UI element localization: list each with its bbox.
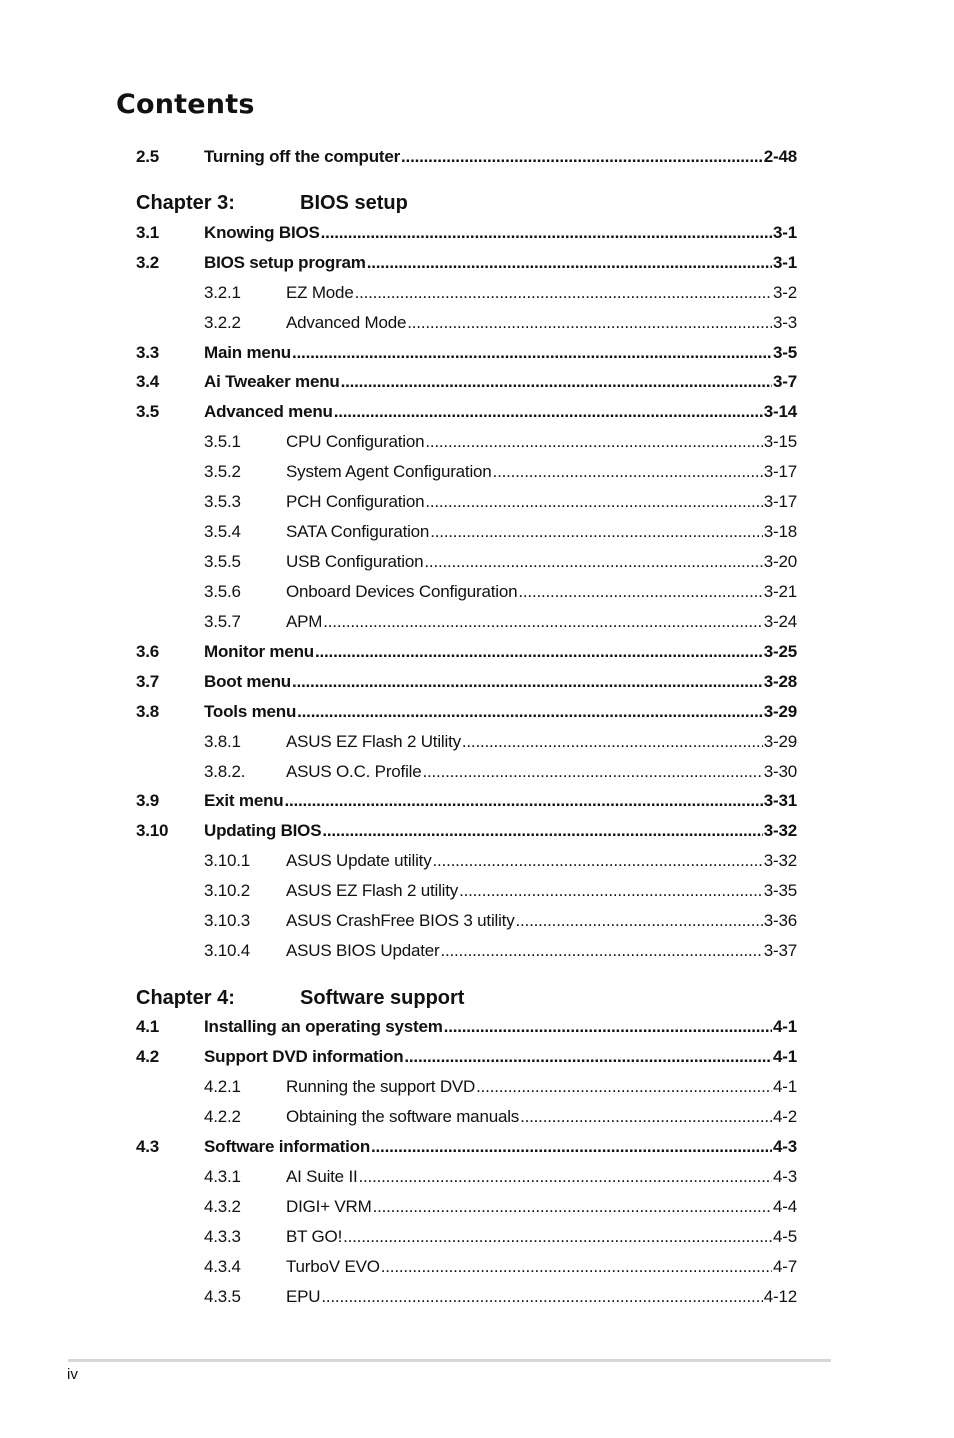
- toc-entry-title: CPU Configuration: [286, 432, 425, 451]
- dot-leader: [516, 909, 763, 933]
- toc-subsection-entry[interactable]: [136, 1165, 797, 1189]
- chapter-title: Software support: [300, 987, 465, 1009]
- toc-entry-title: Boot menu: [204, 672, 291, 691]
- toc-entry-title: Running the support DVD: [286, 1077, 476, 1096]
- toc-entry-number: 3.5.1: [204, 432, 241, 451]
- toc-entry-number: 3.10.1: [204, 851, 251, 870]
- toc-entry-number: 3.8.1: [204, 732, 241, 751]
- toc-entry-title: TurboV EVO: [286, 1257, 380, 1276]
- toc-entry-leader: [286, 1285, 797, 1309]
- toc-entry-leader: [286, 760, 797, 784]
- dot-leader: [518, 580, 762, 604]
- toc-subsection-entry[interactable]: [136, 580, 797, 604]
- toc-subsection-entry[interactable]: [136, 909, 797, 933]
- toc-subsection-entry[interactable]: [136, 939, 797, 963]
- toc-section-entry[interactable]: [136, 1135, 797, 1159]
- toc-subsection-entry[interactable]: [136, 849, 797, 873]
- toc-entry-title: ASUS BIOS Updater: [286, 941, 440, 960]
- toc-entry-leader: [286, 879, 797, 903]
- toc-entry-number: 4.2.2: [204, 1107, 241, 1126]
- toc-entry-page: 4-3: [773, 1167, 797, 1186]
- dot-leader: [292, 341, 772, 365]
- toc-subsection-entry[interactable]: [136, 1105, 797, 1129]
- toc-entry-title: Turning off the computer: [204, 147, 401, 166]
- toc-entry-title: Monitor menu: [204, 642, 314, 661]
- toc-entry-page: 4-4: [773, 1197, 797, 1216]
- toc-entry-page: 3-35: [763, 881, 797, 900]
- toc-entry-number: 3.7: [136, 672, 160, 691]
- dot-leader: [444, 1015, 772, 1039]
- toc-entry-page: 3-37: [763, 941, 797, 960]
- toc-entry-page: 3-2: [773, 283, 797, 302]
- toc-entry-leader: [204, 640, 797, 664]
- toc-subsection-entry[interactable]: [136, 460, 797, 484]
- toc-entry-title: Installing an operating system: [204, 1017, 443, 1036]
- dot-leader: [284, 789, 762, 813]
- toc-entry-number: 3.5.2: [204, 462, 241, 481]
- toc-entry-page: 2-48: [763, 147, 797, 166]
- toc-entry-leader: [286, 1255, 797, 1279]
- toc-entry-page: 3-28: [763, 672, 797, 691]
- dot-leader: [430, 520, 763, 544]
- toc-entry-title: AI Suite II: [286, 1167, 358, 1186]
- toc-entry-page: 3-30: [763, 762, 797, 781]
- toc-entry-number: 3.3: [136, 343, 160, 362]
- toc-entry-page: 3-32: [763, 821, 797, 840]
- toc-entry-number: 3.1: [136, 223, 160, 242]
- toc-subsection-entry[interactable]: [136, 760, 797, 784]
- dot-leader: [367, 251, 772, 275]
- dot-leader: [321, 221, 772, 245]
- dot-leader: [381, 1255, 772, 1279]
- footer-rule: [68, 1359, 831, 1362]
- dot-leader: [297, 700, 763, 724]
- dot-leader: [425, 490, 762, 514]
- toc-section-entry[interactable]: [136, 341, 797, 365]
- dot-leader: [341, 370, 772, 394]
- toc-entry-title: Main menu: [204, 343, 291, 362]
- dot-leader: [322, 819, 762, 843]
- toc-entry-title: Updating BIOS: [204, 821, 322, 840]
- toc-entry-title: EZ Mode: [286, 283, 354, 302]
- toc-subsection-entry[interactable]: [136, 1075, 797, 1099]
- dot-leader: [425, 430, 762, 454]
- toc-subsection-entry[interactable]: [136, 311, 797, 335]
- toc-subsection-entry[interactable]: [136, 430, 797, 454]
- toc-entry-leader: [286, 610, 797, 634]
- toc-entry-page: 3-5: [773, 343, 797, 362]
- toc-entry-leader: [286, 849, 797, 873]
- toc-entry-page: 3-14: [763, 402, 797, 421]
- toc-entry-title: ASUS CrashFree BIOS 3 utility: [286, 911, 515, 930]
- toc-entry-leader: [204, 400, 797, 424]
- dot-leader: [355, 281, 772, 305]
- toc-entry-page: 3-15: [763, 432, 797, 451]
- toc-subsection-entry[interactable]: [136, 610, 797, 634]
- toc-section-entry[interactable]: [136, 819, 797, 843]
- toc-entry-leader: [204, 370, 797, 394]
- toc-entry-title: Support DVD information: [204, 1047, 404, 1066]
- toc-entry-number: 3.6: [136, 642, 160, 661]
- toc-section-entry[interactable]: [136, 1015, 797, 1039]
- chapter-title: BIOS setup: [300, 192, 408, 214]
- toc-entry-number: 3.5.6: [204, 582, 241, 601]
- toc-entry-leader: [204, 145, 797, 169]
- toc-entry-title: BIOS setup program: [204, 253, 366, 272]
- toc-subsection-entry[interactable]: [136, 879, 797, 903]
- toc-entry-leader: [204, 789, 797, 813]
- toc-entry-title: Knowing BIOS: [204, 223, 320, 242]
- toc-entry-leader: [286, 1165, 797, 1189]
- toc-subsection-entry[interactable]: [136, 520, 797, 544]
- toc-entry-number: 4.1: [136, 1017, 160, 1036]
- toc-entry-page: 4-1: [773, 1017, 797, 1036]
- dot-leader: [459, 879, 763, 903]
- toc-entry-page: 3-32: [763, 851, 797, 870]
- dot-leader: [422, 760, 762, 784]
- toc-entry-title: Exit menu: [204, 791, 284, 810]
- toc-entry-number: 3.2.2: [204, 313, 241, 332]
- toc-entry-title: Obtaining the software manuals: [286, 1107, 520, 1126]
- toc-entry-leader: [286, 730, 797, 754]
- toc-entry-leader: [204, 1135, 797, 1159]
- toc-section-entry[interactable]: [136, 145, 797, 169]
- toc-entry-number: 3.2: [136, 253, 160, 272]
- dot-leader: [371, 1135, 772, 1159]
- toc-entry-number: 2.5: [136, 147, 160, 166]
- toc-entry-title: ASUS EZ Flash 2 utility: [286, 881, 459, 900]
- toc-entry-leader: [286, 520, 797, 544]
- toc-entry-number: 4.3.1: [204, 1167, 241, 1186]
- dot-leader: [476, 1075, 772, 1099]
- dot-leader: [493, 460, 763, 484]
- toc-entry-leader: [286, 430, 797, 454]
- dot-leader: [321, 1285, 762, 1309]
- toc-entry-page: 4-7: [773, 1257, 797, 1276]
- toc-section-entry[interactable]: [136, 789, 797, 813]
- toc-entry-leader: [286, 1075, 797, 1099]
- toc-entry-page: 3-24: [763, 612, 797, 631]
- toc-entry-leader: [204, 670, 797, 694]
- toc-section-entry[interactable]: [136, 640, 797, 664]
- toc-entry-leader: [204, 1045, 797, 1069]
- toc-entry-number: 3.4: [136, 372, 160, 391]
- toc-entry-leader: [286, 1105, 797, 1129]
- toc-entry-title: ASUS Update utility: [286, 851, 432, 870]
- chapter-label: Chapter 3:: [136, 192, 235, 214]
- toc-subsection-entry[interactable]: [136, 1225, 797, 1249]
- toc-entry-number: 3.5.7: [204, 612, 241, 631]
- page-title: Contents: [116, 89, 255, 120]
- toc-section-entry[interactable]: [136, 221, 797, 245]
- dot-leader: [359, 1165, 773, 1189]
- toc-section-entry[interactable]: [136, 400, 797, 424]
- toc-section-entry[interactable]: [136, 370, 797, 394]
- toc-entry-page: 4-12: [763, 1287, 797, 1306]
- toc-entry-page: 3-17: [763, 462, 797, 481]
- toc-entry-number: 3.9: [136, 791, 160, 810]
- toc-entry-leader: [286, 939, 797, 963]
- toc-entry-leader: [204, 341, 797, 365]
- toc-entry-page: 3-1: [773, 253, 797, 272]
- toc-entry-title: APM: [286, 612, 323, 631]
- toc-entry-title: Onboard Devices Configuration: [286, 582, 518, 601]
- toc-entry-title: BT GO!: [286, 1227, 343, 1246]
- toc-entry-number: 4.3.4: [204, 1257, 241, 1276]
- dot-leader: [292, 670, 763, 694]
- dot-leader: [407, 311, 772, 335]
- dot-leader: [373, 1195, 772, 1219]
- toc-entry-page: 3-31: [763, 791, 797, 810]
- dot-leader: [440, 939, 762, 963]
- toc-entry-page: 3-3: [773, 313, 797, 332]
- toc-entry-leader: [204, 1015, 797, 1039]
- dot-leader: [343, 1225, 772, 1249]
- toc-entry-leader: [286, 490, 797, 514]
- dot-leader: [401, 145, 763, 169]
- toc-entry-title: DIGI+ VRM: [286, 1197, 372, 1216]
- toc-entry-number: 4.3: [136, 1137, 160, 1156]
- dot-leader: [404, 1045, 772, 1069]
- toc-entry-title: Software information: [204, 1137, 371, 1156]
- toc-entry-title: USB Configuration: [286, 552, 424, 571]
- toc-entry-title: Ai Tweaker menu: [204, 372, 340, 391]
- toc-entry-number: 3.5: [136, 402, 160, 421]
- toc-entry-title: Advanced Mode: [286, 313, 407, 332]
- toc-entry-leader: [286, 580, 797, 604]
- chapter-label: Chapter 4:: [136, 987, 235, 1009]
- toc-entry-number: 3.5.3: [204, 492, 241, 511]
- toc-entry-number: 4.2.1: [204, 1077, 241, 1096]
- dot-leader: [433, 849, 763, 873]
- dot-leader: [334, 400, 763, 424]
- toc-entry-page: 3-20: [763, 552, 797, 571]
- dot-leader: [462, 730, 763, 754]
- toc-entry-number: 3.10.3: [204, 911, 251, 930]
- toc-entry-page: 3-18: [763, 522, 797, 541]
- toc-entry-leader: [286, 460, 797, 484]
- toc-entry-page: 4-2: [773, 1107, 797, 1126]
- toc-entry-title: Tools menu: [204, 702, 297, 721]
- toc-entry-number: 3.8.2.: [204, 762, 246, 781]
- toc-subsection-entry[interactable]: [136, 1195, 797, 1219]
- toc-subsection-entry[interactable]: [136, 281, 797, 305]
- toc-entry-number: 4.3.5: [204, 1287, 241, 1306]
- toc-section-entry[interactable]: [136, 670, 797, 694]
- toc-entry-number: 3.8: [136, 702, 160, 721]
- toc-subsection-entry[interactable]: [136, 490, 797, 514]
- toc-entry-page: 3-7: [773, 372, 797, 391]
- toc-entry-page: 3-17: [763, 492, 797, 511]
- toc-entry-leader: [286, 1225, 797, 1249]
- toc-entry-number: 3.2.1: [204, 283, 241, 302]
- toc-entry-number: 4.3.2: [204, 1197, 241, 1216]
- toc-subsection-entry[interactable]: [136, 1285, 797, 1309]
- toc-entry-title: ASUS EZ Flash 2 Utility: [286, 732, 461, 751]
- toc-entry-page: 4-3: [773, 1137, 797, 1156]
- toc-entry-title: EPU: [286, 1287, 321, 1306]
- toc-entry-number: 3.10.4: [204, 941, 251, 960]
- toc-entry-leader: [286, 311, 797, 335]
- toc-entry-number: 3.5.4: [204, 522, 241, 541]
- toc-entry-title: PCH Configuration: [286, 492, 425, 511]
- toc-entry-page: 3-25: [763, 642, 797, 661]
- toc-entry-number: 3.10: [136, 821, 169, 840]
- footer-page-number: iv: [67, 1366, 78, 1383]
- toc-entry-page: 3-29: [763, 732, 797, 751]
- toc-entry-leader: [286, 550, 797, 574]
- toc-entry-number: 4.2: [136, 1047, 160, 1066]
- toc-entry-leader: [204, 819, 797, 843]
- toc-section-entry[interactable]: [136, 251, 797, 275]
- toc-entry-page: 3-36: [763, 911, 797, 930]
- toc-entry-leader: [286, 909, 797, 933]
- toc-entry-page: 3-1: [773, 223, 797, 242]
- toc-section-entry[interactable]: [136, 1045, 797, 1069]
- toc-entry-page: 4-5: [773, 1227, 797, 1246]
- toc-entry-title: ASUS O.C. Profile: [286, 762, 422, 781]
- toc-entry-title: Advanced menu: [204, 402, 333, 421]
- toc-entry-leader: [204, 700, 797, 724]
- toc-entry-leader: [204, 251, 797, 275]
- toc-entry-page: 4-1: [773, 1047, 797, 1066]
- toc-entry-leader: [286, 1195, 797, 1219]
- toc-subsection-entry[interactable]: [136, 730, 797, 754]
- toc-section-entry[interactable]: [136, 700, 797, 724]
- toc-entry-number: 3.5.5: [204, 552, 241, 571]
- toc-entry-title: System Agent Configuration: [286, 462, 492, 481]
- dot-leader: [323, 610, 763, 634]
- toc-entry-leader: [204, 221, 797, 245]
- toc-subsection-entry[interactable]: [136, 550, 797, 574]
- dot-leader: [315, 640, 763, 664]
- toc-entry-page: 4-1: [773, 1077, 797, 1096]
- toc-subsection-entry[interactable]: [136, 1255, 797, 1279]
- toc-entry-number: 3.10.2: [204, 881, 251, 900]
- toc-entry-number: 4.3.3: [204, 1227, 241, 1246]
- toc-entry-title: SATA Configuration: [286, 522, 430, 541]
- toc-entry-leader: [286, 281, 797, 305]
- toc-entry-page: 3-21: [763, 582, 797, 601]
- toc-entry-page: 3-29: [763, 702, 797, 721]
- dot-leader: [424, 550, 762, 574]
- dot-leader: [520, 1105, 772, 1129]
